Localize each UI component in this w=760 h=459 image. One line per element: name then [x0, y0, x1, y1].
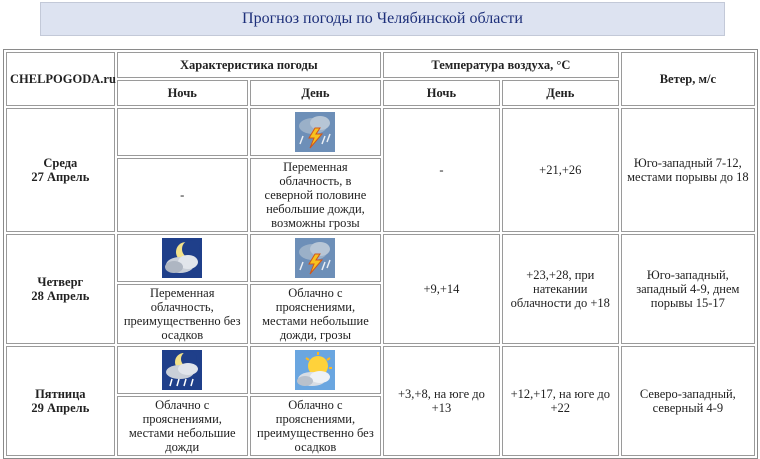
night-description: -	[117, 158, 248, 232]
weather-header: Характеристика погоды	[117, 52, 381, 78]
night-temperature: +3,+8, на юге до +13	[383, 346, 500, 456]
weekday: Четверг	[37, 275, 84, 289]
day-icon-cell	[250, 108, 381, 156]
wind-cell: Юго-западный 7-12, местами порывы до 18	[621, 108, 755, 232]
page-title: Прогноз погоды по Челябинской области	[40, 2, 725, 36]
site-name: CHELPOGODA.ru	[6, 52, 115, 106]
night-description: Облачно с прояснениями, местами небольшие дожди	[117, 396, 248, 456]
day-description: Облачно с прояснениями, местами небольшие дожди, грозы	[250, 284, 381, 344]
temperature-header: Температура воздуха, °C	[383, 52, 619, 78]
day-temperature: +23,+28, при натекании облачности до +18	[502, 234, 619, 344]
night-temperature: -	[383, 108, 500, 232]
day-temperature: +21,+26	[502, 108, 619, 232]
weekday: Пятница	[35, 387, 86, 401]
forecast-table	[3, 49, 758, 459]
day-cell	[6, 108, 115, 232]
day-icon-cell	[250, 234, 381, 282]
partly-cloudy-icon	[295, 350, 335, 390]
day-icon-cell	[250, 346, 381, 394]
date: 29 Апрель	[31, 401, 90, 415]
table-row	[6, 108, 755, 156]
wind-cell: Юго-западный, западный 4-9, днем порывы 15-17	[621, 234, 755, 344]
temp-day-header: День	[502, 80, 619, 106]
night-temperature: +9,+14	[383, 234, 500, 344]
night-icon-cell	[117, 234, 248, 282]
table-row	[6, 234, 755, 282]
night-description: Переменная облачность, преимущественно без осадков	[117, 284, 248, 344]
wind-header: Ветер, м/с	[621, 52, 755, 106]
day-cell	[6, 346, 115, 456]
header-row	[6, 52, 755, 78]
night-icon-cell	[117, 346, 248, 394]
day-description: Переменная облачность, в северной половине небольшие дожди, возможны грозы	[250, 158, 381, 232]
weekday: Среда	[43, 156, 78, 170]
day-description: Облачно с прояснениями, преимущественно без осадков	[250, 396, 381, 456]
night-cloud-icon	[162, 238, 202, 278]
thunderstorm-icon	[295, 112, 335, 152]
date: 28 Апрель	[31, 289, 90, 303]
weather-day-header: День	[250, 80, 381, 106]
day-cell	[6, 234, 115, 344]
table-row	[6, 346, 755, 394]
night-rain-icon	[162, 350, 202, 390]
temp-night-header: Ночь	[383, 80, 500, 106]
weather-night-header: Ночь	[117, 80, 248, 106]
thunderstorm-icon	[295, 238, 335, 278]
night-icon-cell	[117, 108, 248, 156]
date: 27 Апрель	[31, 170, 90, 184]
wind-cell: Северо-западный, северный 4-9	[621, 346, 755, 456]
day-temperature: +12,+17, на юге до +22	[502, 346, 619, 456]
